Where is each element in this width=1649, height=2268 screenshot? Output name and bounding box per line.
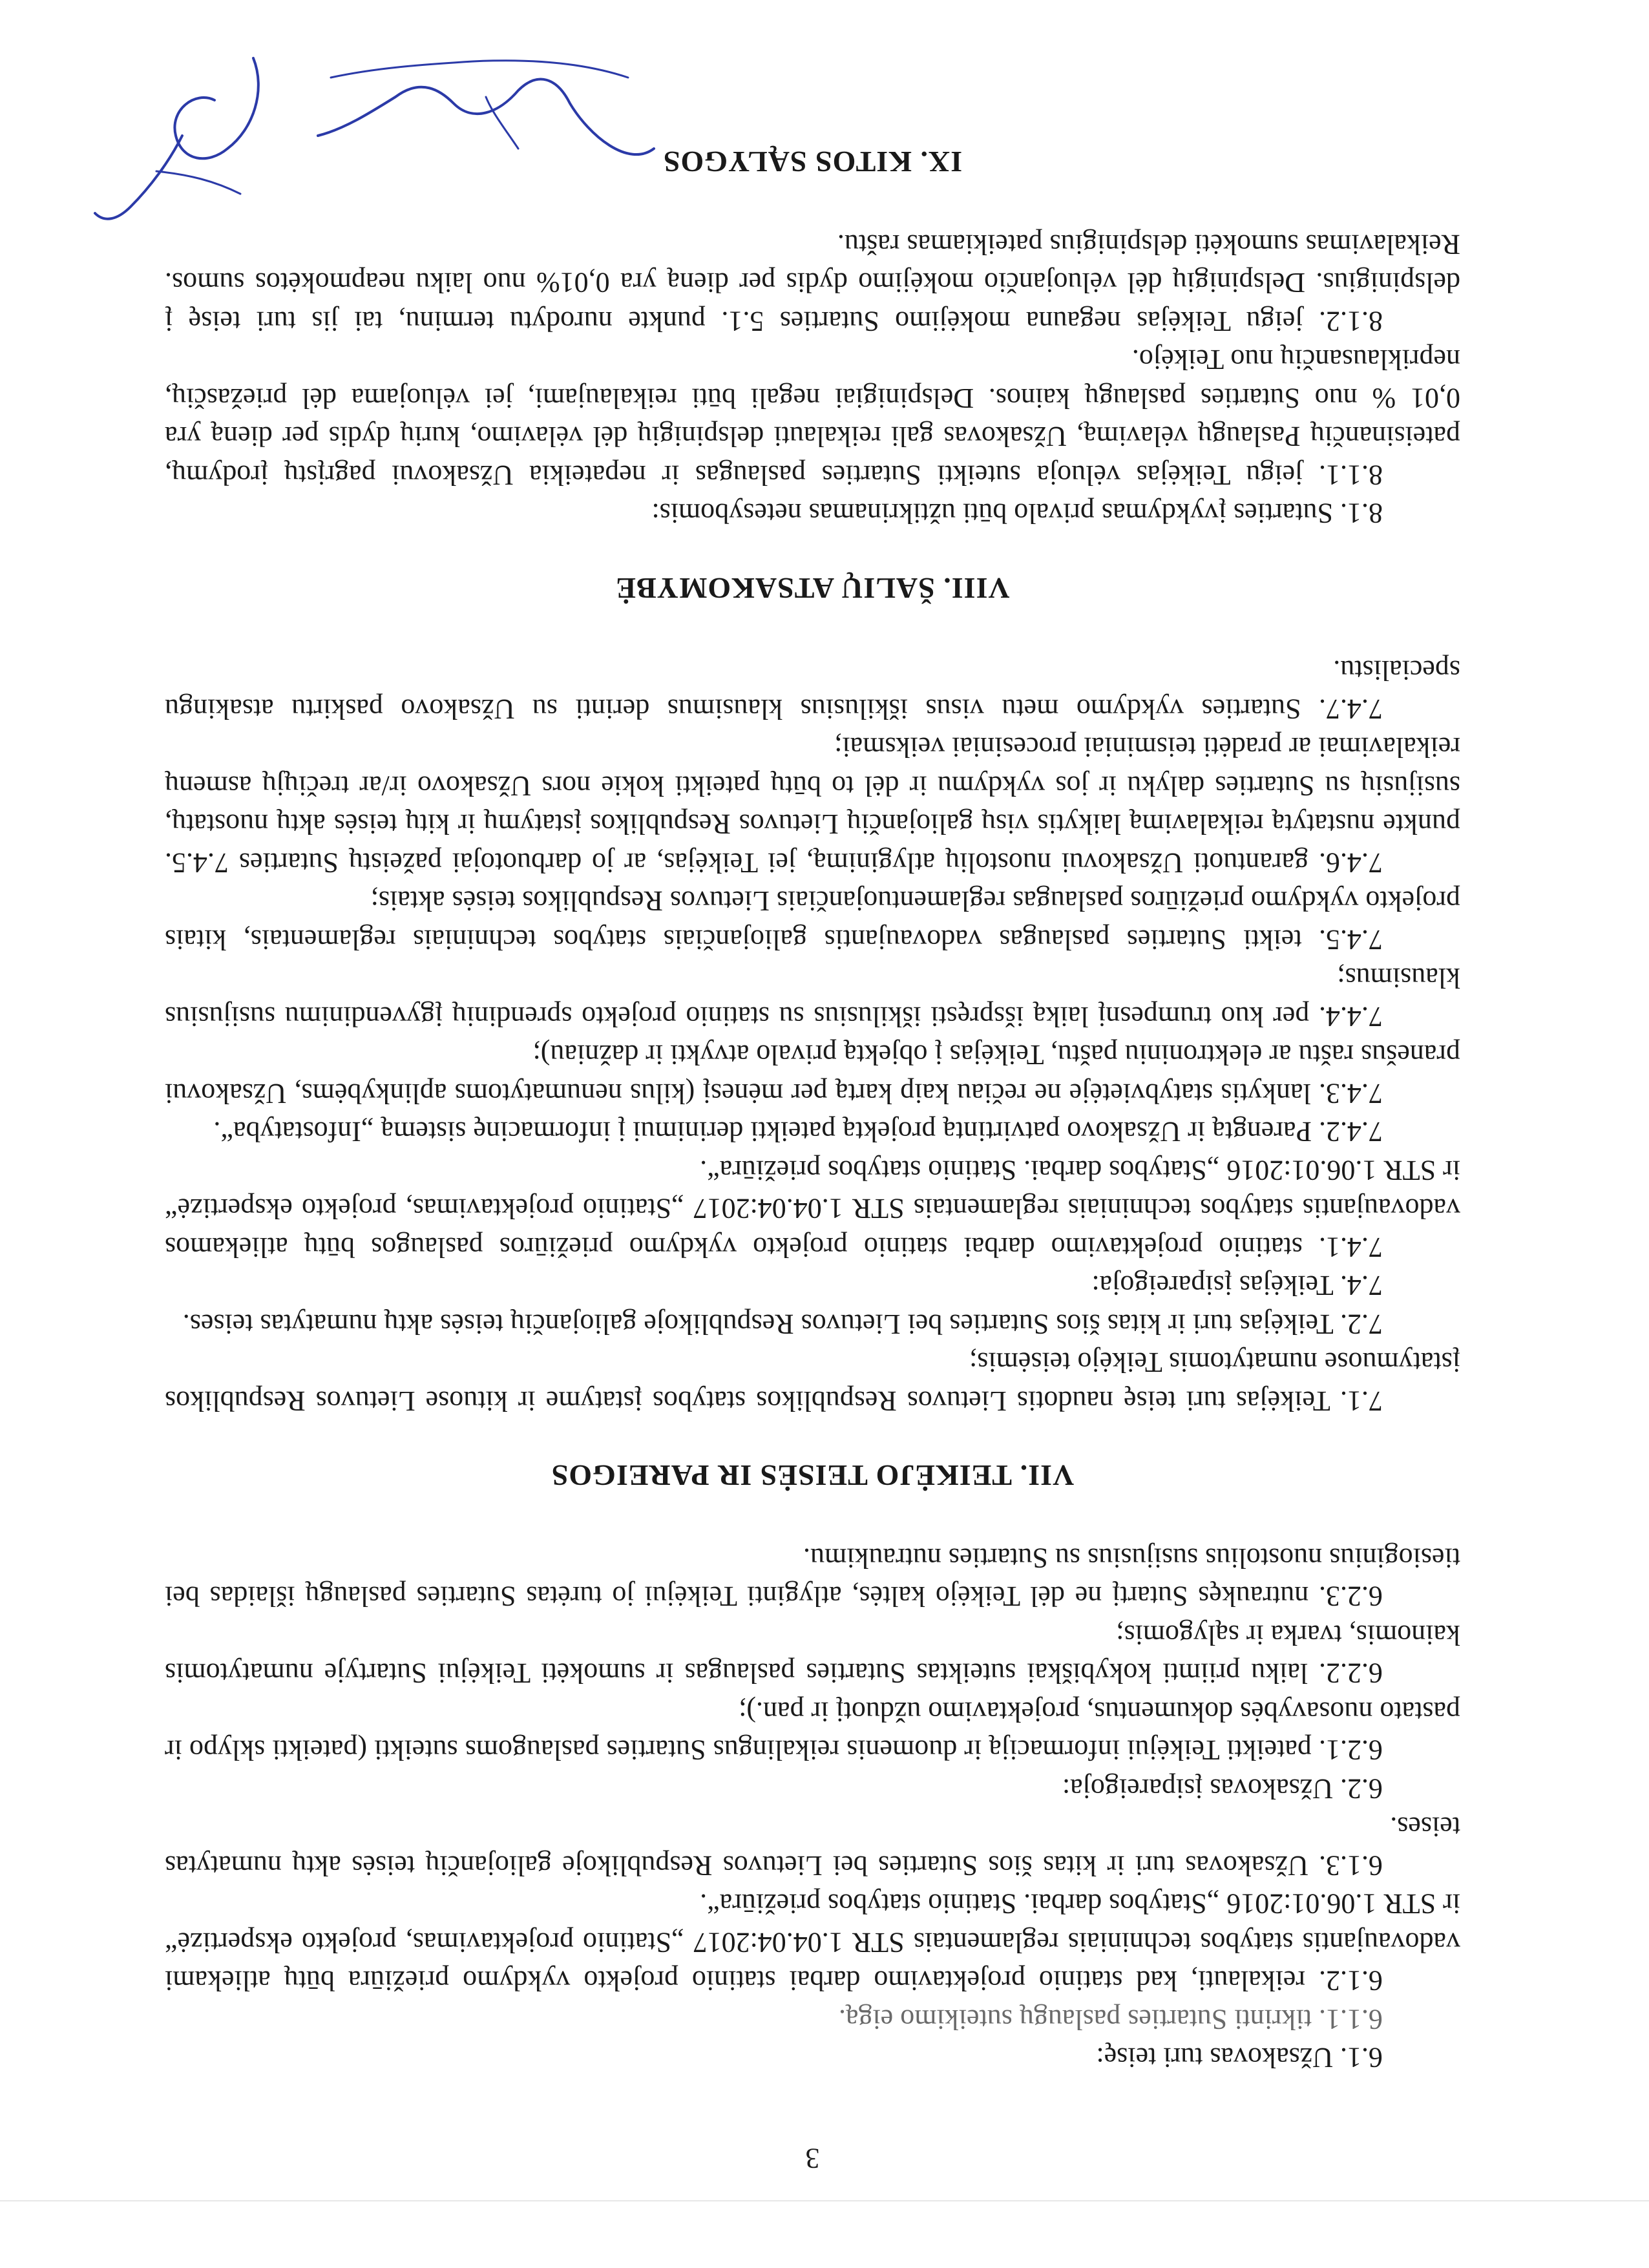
signature-scribble-1: [305, 32, 667, 174]
clause-6-2: 6.2. Užsakovas įsipareigoja:: [1062, 1773, 1383, 1805]
clause-8-1: 8.1. Sutarties įvykdymas privalo būti užtikrinamas netesybomis:: [651, 498, 1383, 530]
clause-6-2-2: 6.2.2. laiku priimti kokybiškai suteiktas Sutarties paslaugas ir sumokėti Teikėjui Sutartyje numatytomis kainomis, tvarka ir sąlygomis;: [165, 1619, 1460, 1690]
clause-7-4-6: 7.4.6. garantuoti Užsakovui nuostolių atlyginimą, jei Teikėjas, ar jo darbuotojai pažeistų Sutarties 7.4.5. punkte nustatytą reikalavimą laikytis visų galiojančių Lietuvos Respublikos įstatymų ir kitų teisės aktų nuostatų, susijusių su Sutarties dalyku ir jos vykdymu ir dėl to būtų pateikti kokie nors Užsakovo ir/ar trečiųjų asmenų reikalavimai ar pradėti teisminiai procesiniai veiksmai;: [165, 731, 1460, 879]
signatures: [111, 19, 667, 233]
scan-edge-line: [0, 2200, 1649, 2201]
clause-7-4-4: 7.4.4. per kuo trumpesnį laiką išspręsti iškilusius su statinio projekto sprendinių įgyvendinimu susijusius klausimus;: [165, 962, 1460, 1033]
clause-7-4-5: 7.4.5. teikti Sutarties paslaugas vadovaujantis galiojančiais statybos techniniais reglamentais, kitais projekto vykdymo priežiūros paslaugas reglamentuojančiais Lietuvos Respublikos teisės aktais;: [165, 885, 1460, 956]
section-heading-9: IX. KITOS SĄLYGOS: [662, 145, 963, 179]
clause-7-4-7: 7.4.7. Sutarties vykdymo metu visus iškilusius klausimus derinti su Užsakovo paskirtu atsakingu specialistu.: [165, 655, 1460, 725]
clause-7-4-3: 7.4.3. lankytis statybvietėje ne rečiau kaip kartą per mėnesį (kilus nenumatytoms aplinkybėms, Užsakovui pranešus raštu ar elektroniniu paštu, Teikėjas į objektą privalo atvykti ir dažniau);: [165, 1039, 1460, 1109]
document-body: [165, 107, 1460, 2178]
clause-6-2-1: 6.2.1. pateikti Teikėjui informaciją ir duomenis reikalingus Sutarties paslaugoms suteikti (pateikti sklypo ir pastato nuosavybės dokumentus, projektavimo užduotį ir pan.);: [165, 1696, 1460, 1767]
clause-7-4: 7.4. Teikėjas įsipareigoja:: [1091, 1270, 1383, 1302]
page-number: 3: [805, 2143, 820, 2174]
clause-8-1-1: 8.1.1. jeigu Teikėjas vėluoja suteikti Sutarties paslaugas ir nepateikia Užsakovui pagrįstų įrodymų, pateisinančių Paslaugų vėlavimą, Užsakovas gali reikalauti delspinigių dėl vėlavimo, kurių dydis per dieną yra 0,01 % nuo Sutarties paslaugų kainos. Delspinigiai negali būti reikalaujami, jei vėluojama dėl priežasčių, nepriklausančių nuo Teikėjo.: [165, 344, 1460, 491]
section-heading-7: VII. TEIKĖJO TEISĖS IR PAREIGOS: [551, 1459, 1075, 1493]
clause-6-2-3: 6.2.3. nutraukęs Sutartį ne dėl Teikėjo kaltės, atlyginti Teikėjui jo turėtas Sutarties paslaugų išlaidas bei tiesioginius nuostolius susijusius su Sutarties nutraukimu.: [165, 1542, 1460, 1613]
clause-6-1-1: 6.1.1. tikrinti Sutarties paslaugų suteikimo eigą.: [839, 2004, 1383, 2035]
clause-8-1-2: 8.1.2. jeigu Teikėjas negauna mokėjimo Sutarties 5.1. punkte nurodytu terminu, tai jis turi teisę į delspinigius. Delspinigių dėl vėluojančio mokėjimo dydis per dieną yra 0,01% nuo laiku neapmokėtos sumos. Reikalavimas sumokėti delspinigius pateikiamas raštu.: [165, 229, 1460, 337]
clause-6-1-3: 6.1.3. Užsakovas turi ir kitas šios Sutarties bei Lietuvos Respublikoje galiojančių teisės aktų numatytas teises.: [165, 1811, 1460, 1882]
clause-6-1: 6.1. Užsakovas turi teisę:: [1096, 2042, 1383, 2074]
clause-7-4-1: 7.4.1. statinio projektavimo darbai statinio projekto vykdymo priežiūros paslaugos būtų atliekamos vadovaujantis statybos techniniais reglamentais STR 1.04.04:2017 „Statinio projektavimas, projekto ekspertizė“ ir STR 1.06.01:2016 „Statybos darbai. Statinio statybos priežiūra“.: [165, 1155, 1460, 1263]
signature-scribble-2: [85, 39, 279, 233]
section-heading-8: VIII. ŠALIŲ ATSAKOMYBĖ: [615, 572, 1010, 605]
clause-7-4-2: 7.4.2. Parengtą ir Užsakovo patvirtintą projektą pateikti derinimui į informacinę sistemą „Infostatyba“.: [213, 1116, 1383, 1148]
clause-7-1: 7.1. Teikėjas turi teisę naudotis Lietuvos Respublikos statybos įstatyme ir kituose Lietuvos Respublikos įstatymuose numatytomis Teikėjo teisėmis;: [165, 1347, 1460, 1417]
clause-7-2: 7.2. Teikėjas turi ir kitas šios Sutarties bei Lietuvos Respublikoje galiojančių teisės aktų numatytas teises.: [182, 1308, 1383, 1340]
clause-6-1-2: 6.1.2. reikalauti, kad statinio projektavimo darbai statinio projekto vykdymo priežiūra būtų atliekami vadovaujantis statybos techniniais reglamentais STR 1.04.04:2017 „Statinio projektavimas, projekto ekspertizė“ ir STR 1.06.01:2016 „Statybos darbai. Statinio statybos priežiūra“.: [165, 1888, 1460, 1997]
